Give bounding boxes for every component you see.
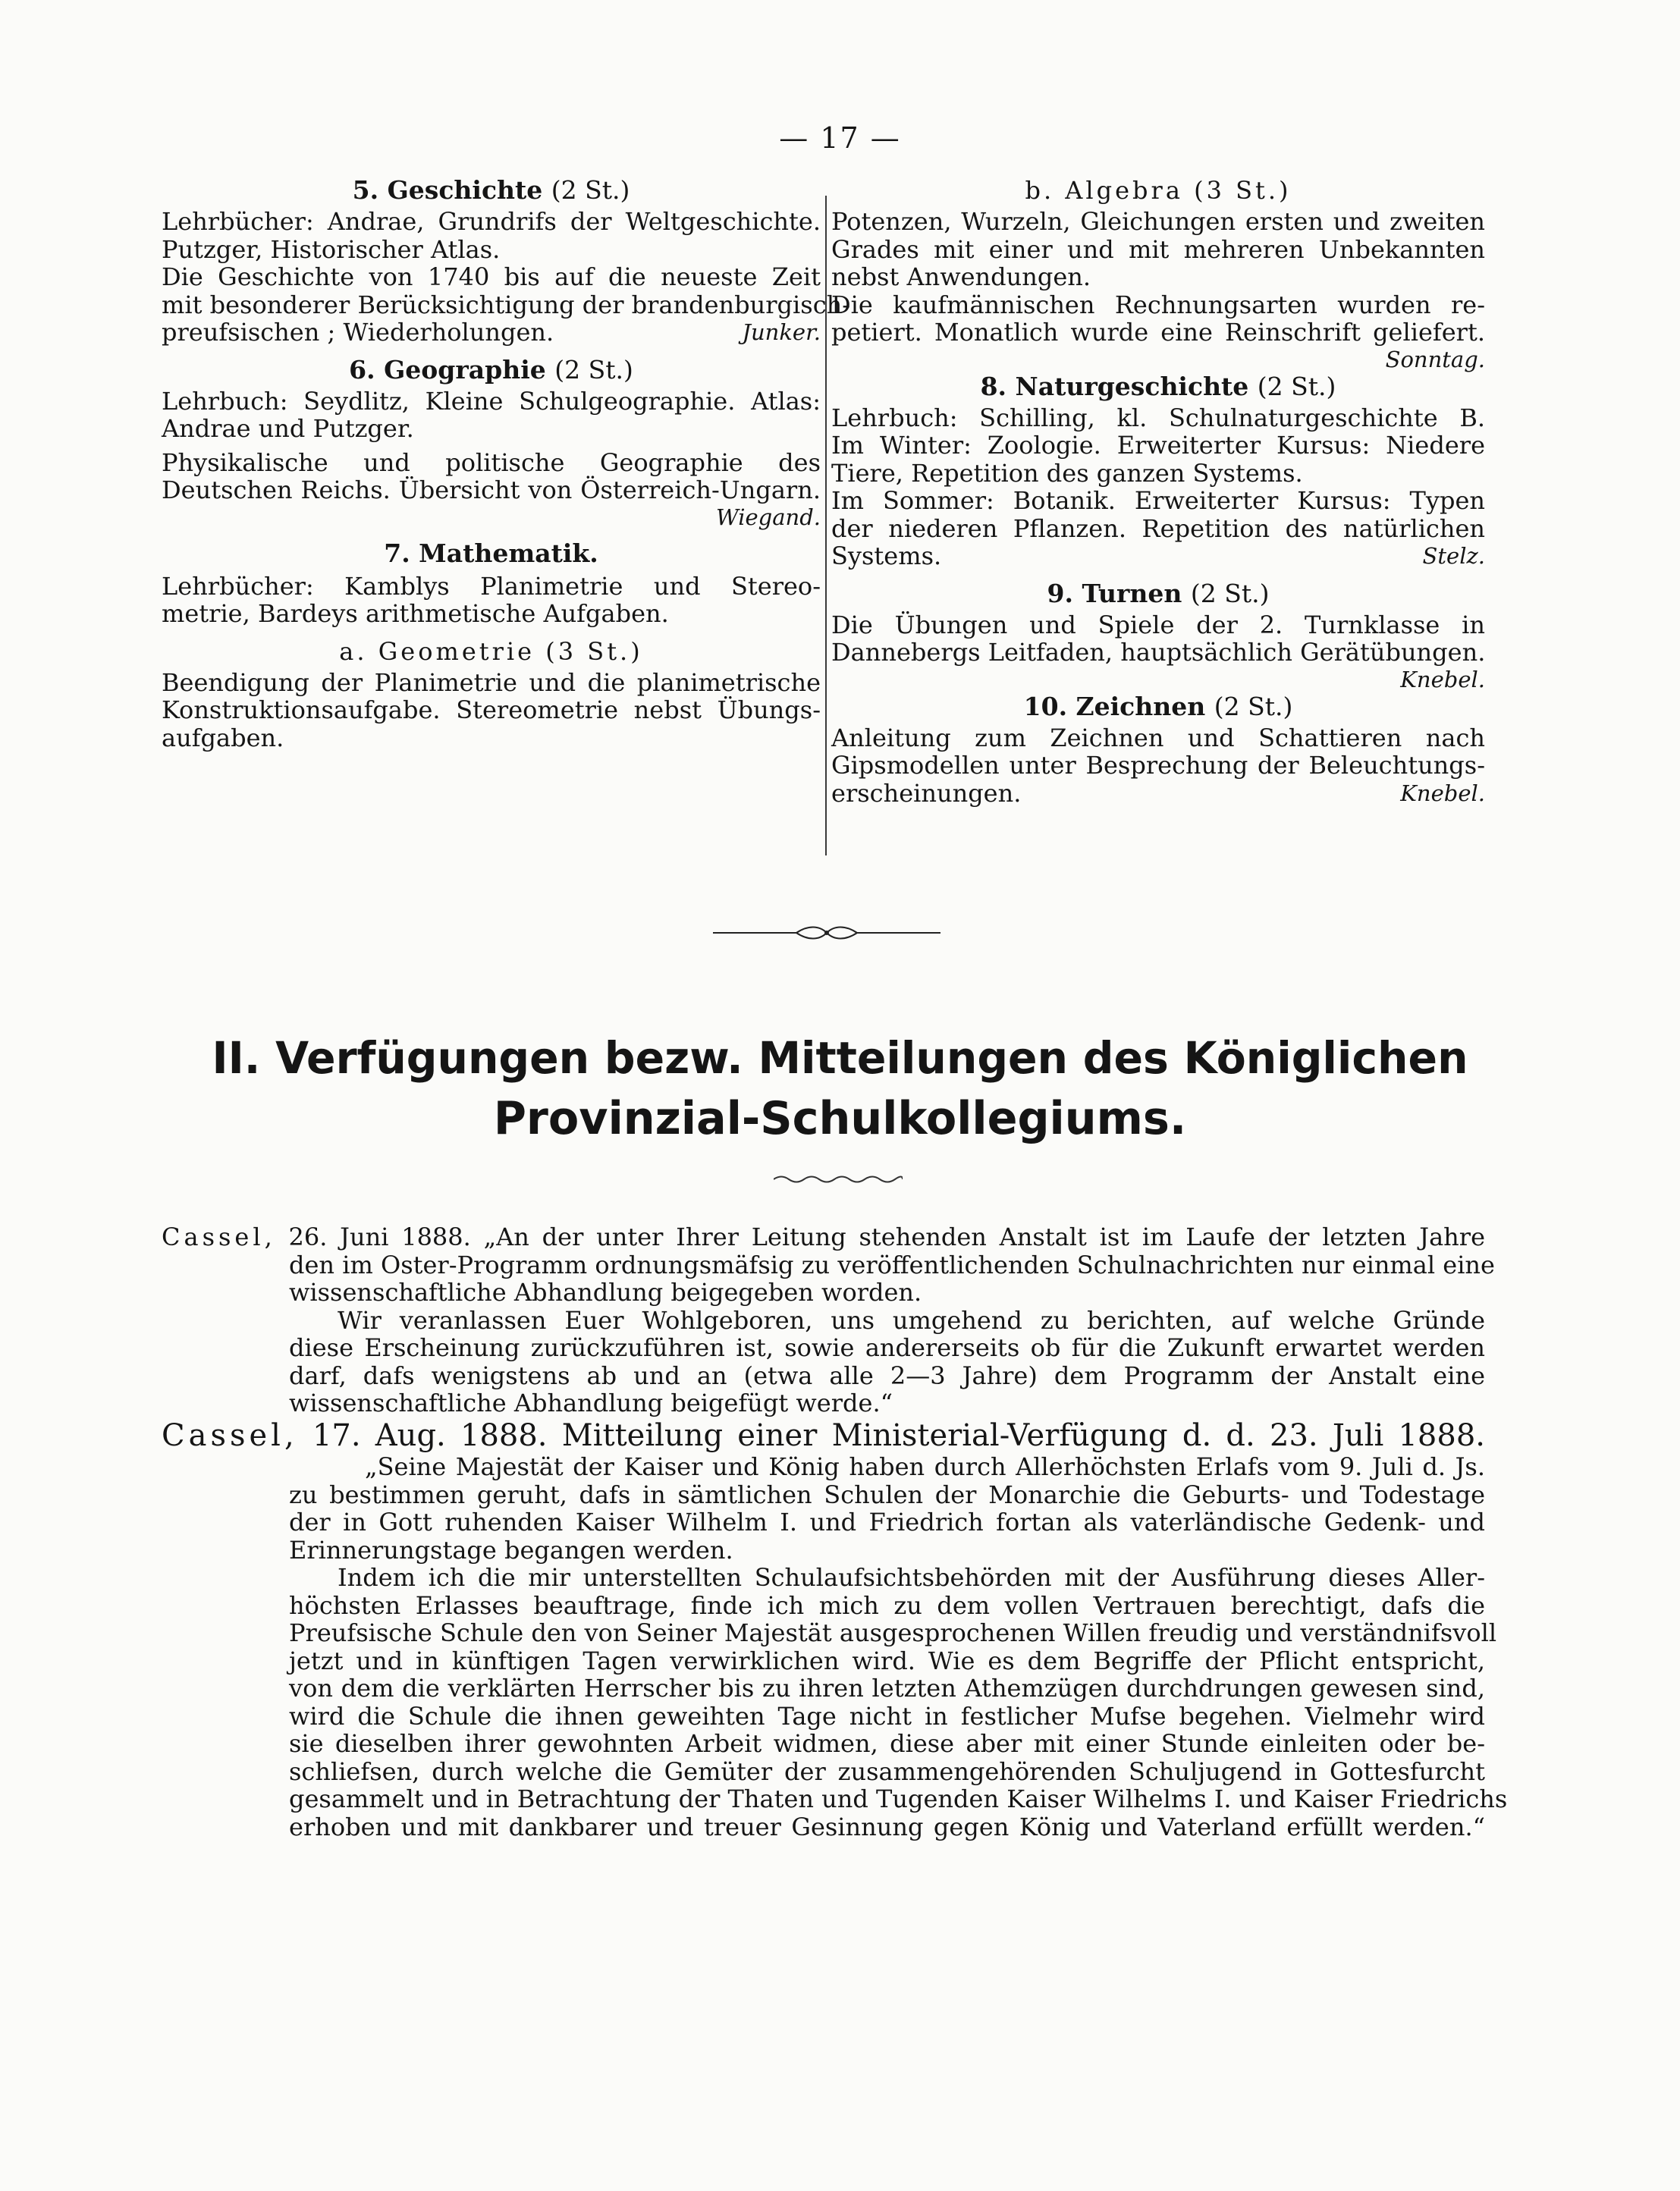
entry-1 — [162, 1223, 1495, 1417]
section-heading-turnen — [831, 579, 1485, 608]
text-line: Lehrbuch: Seydlitz, Kleine Schulgeographie. Atlas: — [162, 386, 821, 416]
left-column — [162, 175, 851, 752]
teacher-name: Knebel. — [1400, 666, 1485, 692]
teacher-name: Stelz. — [1422, 543, 1485, 569]
teacher-name: Junker. — [742, 319, 821, 345]
text-line: Putzger, Historischer Atlas. — [162, 234, 501, 264]
text-line: Indem ich die mir unterstellten Schulaufsichtsbehörden mit der Ausführung dieses Aller- — [338, 1563, 1485, 1592]
entry-first-line — [162, 1223, 1485, 1251]
sub-heading-geometrie: a. Geometrie (3 St.) — [339, 636, 643, 666]
text-line-with-signature — [162, 319, 821, 347]
text-line: petiert. Monatlich wurde eine Reinschrift geliefert. — [831, 318, 1485, 347]
text-line: Anleitung zum Zeichnen und Schattieren nach — [831, 723, 1485, 752]
heading-text: 8. Naturgeschichte — [980, 371, 1249, 401]
heading-text: 10. Zeichnen — [1023, 691, 1206, 721]
text-line: mit besonderer Berücksichtigung der brandenburgisch- — [162, 290, 851, 319]
text-line: erscheinungen. — [831, 778, 1022, 808]
section-title-line-2: Provinzial-Schulkollegiums. — [493, 1092, 1187, 1145]
section-heading-geschichte — [162, 176, 821, 205]
text-line: höchsten Erlasses beauftrage, finde ich mich zu dem vollen Vertrauen berechtigt, dafs die — [289, 1590, 1485, 1620]
section-title — [165, 1028, 1515, 1149]
text-line: schliefsen, durch welche die Gemüter der zusammengehörenden Schuljugend in Gottesfurcht — [289, 1756, 1485, 1786]
text-line: diese Erscheinung zurückzuführen ist, sowie andererseits ob für die Zukunft erwartet werden — [289, 1333, 1485, 1362]
text-line: Lehrbücher: Kamblys Planimetrie und Stereo- — [162, 571, 821, 601]
text-line: Lehrbuch: Schilling, kl. Schulnaturgeschichte B. — [831, 403, 1485, 432]
text-line: wissenschaftliche Abhandlung beigefügt werde.“ — [289, 1389, 893, 1417]
text-line: gesammelt und in Betrachtung der Thaten und Tugenden Kaiser Wilhelms I. und Kaiser Friedrichs — [289, 1785, 1508, 1813]
text-line: wird die Schule die ihnen geweihten Tage nicht in festlicher Mufse begehen. Vielmehr wird — [289, 1701, 1485, 1731]
city-name: Cassel, — [162, 1418, 298, 1453]
text-line-with-signature — [831, 542, 1485, 570]
headline-text: 17. Aug. 1888. Mitteilung einer Ministerial-Verfügung d. d. 23. Juli 1888. — [312, 1418, 1485, 1453]
text-line: Beendigung der Planimetrie und die planimetrische — [162, 667, 821, 697]
text-line: 26. Juni 1888. „An der unter Ihrer Leitung stehenden Anstalt ist im Laufe der letzten Jahre — [288, 1223, 1486, 1251]
teacher-name: Sonntag. — [1385, 346, 1485, 372]
sub-heading-algebra: b. Algebra (3 St.) — [1025, 176, 1292, 205]
text-line: den im Oster-Programm ordnungsmäfsig zu veröffentlichenden Schulnachrichten nur einmal eine — [289, 1250, 1495, 1279]
wavy-rule — [774, 1174, 903, 1185]
text-line: darf, dafs wenigstens ab und an (etwa alle 2—3 Jahre) dem Programm der Anstalt eine — [289, 1361, 1485, 1390]
text-line: Die Übungen und Spiele der 2. Turnklasse in — [831, 610, 1485, 639]
teacher-name: Knebel. — [1400, 780, 1485, 806]
text-line: Physikalische und politische Geographie des — [162, 447, 821, 477]
text-line: Im Sommer: Botanik. Erweiterter Kursus: Typen — [831, 486, 1485, 515]
text-line: jetzt und in künftigen Tagen verwirklichen wird. Wie es dem Begriffe der Pflicht entspricht, — [289, 1646, 1485, 1675]
text-line: Tiere, Repetition des ganzen Systems. — [831, 458, 1303, 488]
text-line: Grades mit einer und mit mehreren Unbekannten — [831, 234, 1485, 264]
section-heading-zeichnen — [831, 692, 1485, 721]
text-line: Konstruktionsaufgabe. Stereometrie nebst Übungs- — [162, 695, 821, 724]
text-line: nebst Anwendungen. — [831, 262, 1091, 291]
heading-hours: (2 St.) — [554, 354, 633, 385]
text-line: Die kaufmännischen Rechnungsarten wurden re- — [831, 290, 1485, 319]
heading-hours: (2 St.) — [1214, 691, 1293, 721]
text-line: Preufsische Schule den von Seiner Majestät ausgesprochenen Willen freudig und verständnifsvoll — [289, 1618, 1497, 1647]
text-line: von dem die verklärten Herrscher bis zu ihren letzten Athemzügen durchdrungen gewesen sind, — [289, 1674, 1485, 1703]
text-line: aufgaben. — [162, 723, 284, 752]
heading-text: 6. Geographie — [349, 354, 546, 385]
text-line: Im Winter: Zoologie. Erweiterter Kursus: Niedere — [831, 431, 1485, 460]
text-line: Deutschen Reichs. Übersicht von Österreich-Ungarn. — [162, 476, 821, 504]
text-line: der niederen Pflanzen. Repetition des natürlichen — [831, 513, 1485, 543]
section-heading-geographie — [162, 356, 821, 385]
heading-hours: (2 St.) — [1257, 371, 1336, 401]
right-column — [831, 176, 1485, 807]
text-line: Systems. — [831, 541, 942, 570]
text-line: Lehrbücher: Andrae, Grundrifs der Weltgeschichte. — [162, 207, 821, 236]
entry-2 — [162, 1418, 1508, 1841]
text-line: „Seine Majestät der Kaiser und König haben durch Allerhöchsten Erlafs vom 9. Juli d. Js. — [365, 1452, 1485, 1481]
column-divider — [825, 196, 827, 855]
heading-hours: (2 St.) — [1190, 578, 1270, 608]
text-line: der in Gott ruhenden Kaiser Wilhelm I. und Friedrich fortan als vaterländische Gedenk- und — [289, 1508, 1485, 1537]
entry-headline — [162, 1418, 1485, 1453]
text-line: Erinnerungstage begangen werden. — [289, 1535, 733, 1565]
heading-text: 5. Geschichte — [352, 175, 543, 205]
text-line: Die Geschichte von 1740 bis auf die neueste Zeit — [162, 262, 821, 291]
ornament-divider — [713, 924, 940, 942]
section-title-line-1: II. Verfügungen bezw. Mitteilungen des Königlichen — [212, 1032, 1468, 1084]
text-line: erhoben und mit dankbarer und treuer Gesinnung gegen König und Vaterland erfüllt werden.“ — [289, 1812, 1485, 1841]
heading-text: 9. Turnen — [1047, 578, 1182, 608]
text-line: Potenzen, Wurzeln, Gleichungen ersten und zweiten — [831, 207, 1485, 236]
text-line: Andrae und Putzger. — [162, 414, 414, 443]
text-line: metrie, Bardeys arithmetische Aufgaben. — [162, 599, 669, 628]
teacher-name: Wiegand. — [715, 504, 821, 530]
section-heading-mathematik: 7. Mathematik. — [384, 538, 598, 568]
section-heading-naturgeschichte — [831, 372, 1485, 401]
city-name: Cassel, — [162, 1223, 276, 1251]
text-line: preufsischen ; Wiederholungen. — [162, 318, 554, 347]
text-line: zu bestimmen geruht, dafs in sämtlichen Schulen der Monarchie die Geburts- und Todestage — [289, 1480, 1485, 1509]
text-line-with-signature — [831, 780, 1485, 808]
text-line: Dannebergs Leitfaden, hauptsächlich Gerätübungen. — [831, 638, 1486, 667]
text-line: Wir veranlassen Euer Wohlgeboren, uns umgehend zu berichten, auf welche Gründe — [338, 1305, 1485, 1335]
text-line: sie dieselben ihrer gewohnten Arbeit widmen, diese aber mit einer Stunde einleiten oder be- — [289, 1729, 1485, 1758]
heading-hours: (2 St.) — [551, 175, 630, 205]
text-line: Gipsmodellen unter Besprechung der Beleuchtungs- — [831, 751, 1485, 780]
text-line: wissenschaftliche Abhandlung beigegeben worden. — [289, 1278, 922, 1307]
page-number: — 17 — — [779, 121, 901, 155]
